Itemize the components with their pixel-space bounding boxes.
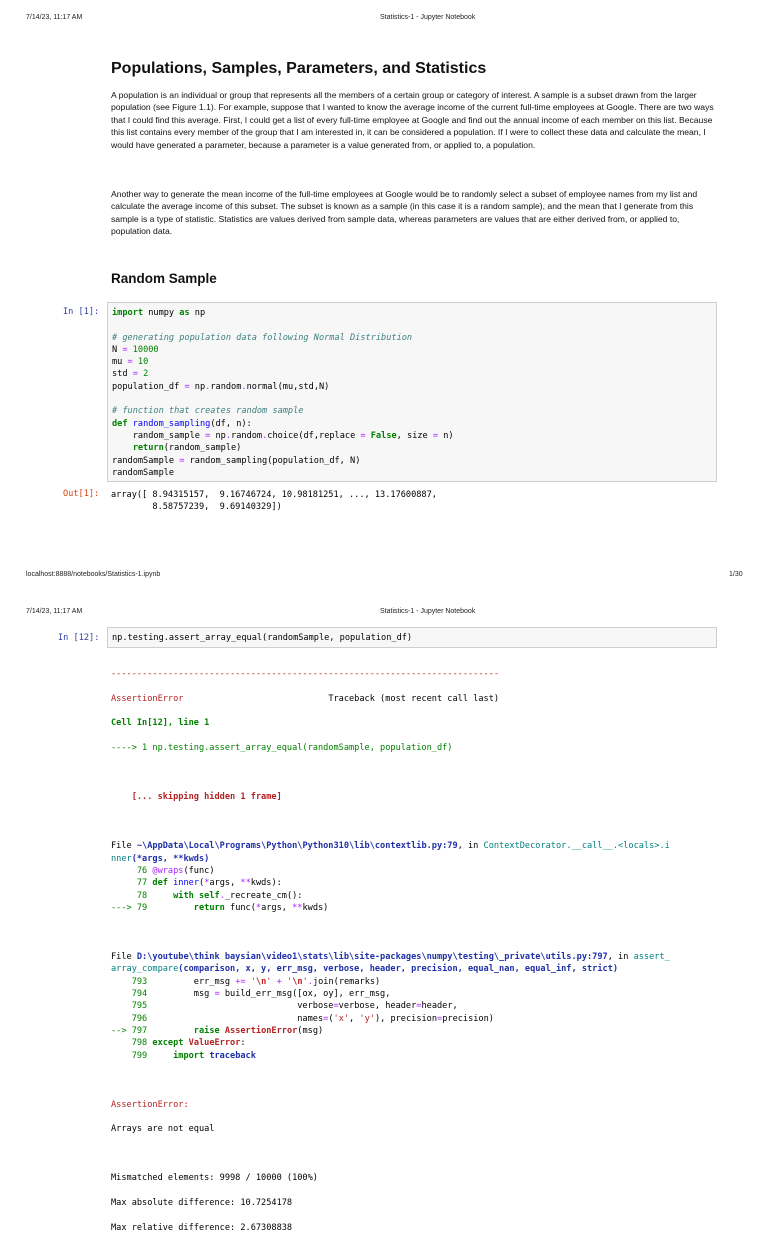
input-prompt: In [12]: [58,633,100,643]
print-date: 7/14/23, 11:17 AM [26,608,83,615]
error-name: AssertionError [111,693,184,704]
print-title: Statistics-1 - Jupyter Notebook [380,608,476,615]
output-prompt: Out[1]: [63,489,100,499]
print-title: Statistics-1 - Jupyter Notebook [380,14,476,21]
print-date: 7/14/23, 11:17 AM [26,14,83,21]
input-prompt: In [1]: [63,307,100,317]
print-footer-url: localhost:8888/notebooks/Statistics-1.ipynb [26,571,161,578]
error-message: Arrays are not equal [111,1124,215,1135]
output-line: 8.58757239, 9.69140329]) [111,502,282,513]
code-cell-2[interactable] [107,627,717,648]
code-block[interactable]: import numpy as np # generating population data following Normal Distribution N = 10000 mu = 10 std = 2 population_df = np.random.normal(mu,std,N) # function that creates random sample def random_sampling(df, n): random_sample = np.random.choice(df,replace = False, size = n) return(random_sample) randomSample = random_sampling(population_df, N) randomSample [112,308,454,478]
cell-reference: Cell In[12], line 1 [111,718,210,729]
cell-output [111,489,437,514]
frame-contextlib: File ~\AppData\Local\Programs\Python\Python310\lib\contextlib.py:79, in ContextDecorator.__call__.<locals>.i nner(*args, **kwds) 76 @wraps(func) 77 def inner(*args, **kwds): 78 with self._recreate_cm(): ---> 79 return func(*args, **kwds) [111,841,670,913]
code-block[interactable]: np.testing.assert_array_equal(randomSample, population_df) [112,633,413,643]
markdown-paragraph-2: Another way to generate the mean income of the full-time employees at Google would be to randomly select a subset of employee names from my list and calculate the average income of this subset. The subset is known as a sample (in this case it is a random sample), and the mean that I generate from this sample is a type of statistic. Statistics are values derived from sample data, whereas parameters are values that are either derived from, or applied to, population data. [111,189,698,237]
skipping-frames: [... skipping hidden 1 frame] [111,792,282,803]
traceback-arrow-line: ----> 1 np.testing.assert_array_equal(randomSample, population_df) [111,743,453,754]
code-cell-1[interactable] [107,302,717,482]
print-page-number: 1/30 [729,571,743,578]
traceback-divider: --------------------------------------------------------------------------- [111,669,500,680]
markdown-title: Populations, Samples, Parameters, and Statistics [111,60,487,77]
traceback-title-line [111,693,670,705]
markdown-paragraph-1: A population is an individual or group that represents all the members of a certain group or category of interest. A sample is a subset drawn from the larger population (see Figure 1.1). For example, suppose that I wanted to know the average income of the current full-time employees at Google. There are two ways that I could find this average. First, I could get a list of every full-time employee at Google and find out the annual income of each member on this list. Because this list contains every member of the group that I am interested in, it can be considered a population. If I were to collect these data and calculate the mean, I would have generated a parameter, because a parameter is a value generated from, or applied to, a population. [111,90,714,150]
mismatch-line: Mismatched elements: 9998 / 10000 (100%) [111,1173,318,1184]
error-name: AssertionError [111,1099,184,1110]
max-rel-diff-line: Max relative difference: 2.67308838 [111,1222,293,1233]
traceback-output [111,656,670,1246]
max-abs-diff-line: Max absolute difference: 10.7254178 [111,1198,293,1209]
final-error: AssertionError: [111,1099,189,1110]
markdown-section-heading: Random Sample [111,271,217,286]
traceback-header: Traceback (most recent call last) [328,693,500,704]
frame-numpy-utils: File D:\youtube\think baysian\video1\stats\lib\site-packages\numpy\testing\_private\utils.py:797, in assert_ array_compare(comparison, x, y, err_msg, verbose, header, precision, equal_nan, equal_inf, strict) 793 err_msg += '\n' + '\n'.join(remarks) 794 msg = build_err_msg([ox, oy], err_msg, 795 verbose=verbose, header=header, 796 names=('x', 'y'), precision=precision) --> 797 raise AssertionError(msg) 798 except ValueError: 799 import traceback [111,952,670,1061]
output-line: array([ 8.94315157, 9.16746724, 10.98181251, ..., 13.17600887, [111,490,437,500]
